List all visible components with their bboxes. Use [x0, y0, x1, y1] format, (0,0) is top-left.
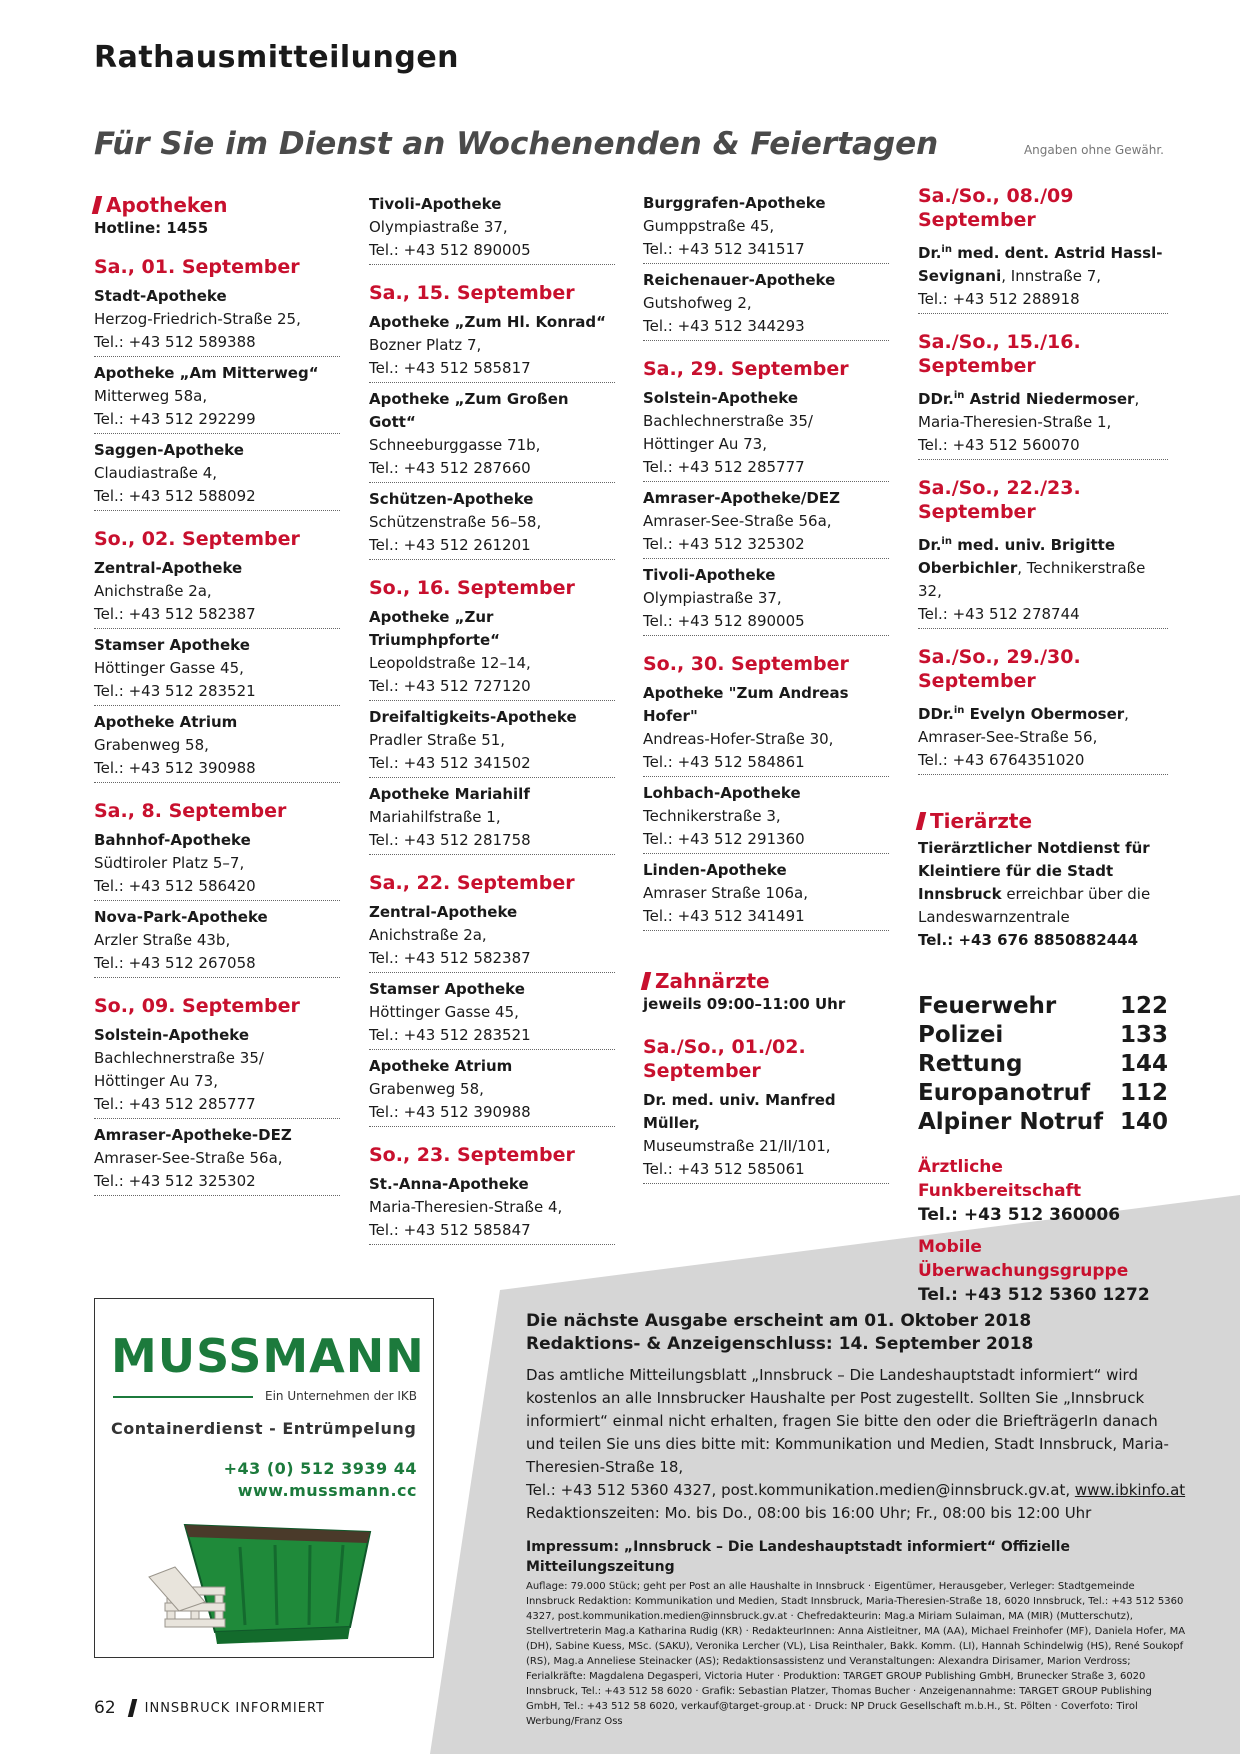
list-item — [369, 1055, 615, 1127]
mobile-unit-label: Mobile Überwachungsgruppe — [918, 1237, 1129, 1281]
entry-line: Olympiastraße 37, — [643, 589, 782, 607]
entry-line: Tel.: +43 512 341491 — [643, 907, 805, 925]
entry-line: Tel.: +43 512 582387 — [369, 949, 531, 967]
entry-line: Grabenweg 58, — [94, 736, 209, 754]
entry-name: Solstein-Apotheke — [643, 389, 798, 407]
entry-line: Amraser-See-Straße 56a, — [94, 1149, 283, 1167]
entry-line: Amraser Straße 106a, — [643, 884, 809, 902]
emergency-label: Feuerwehr — [918, 993, 1057, 1019]
ad-claim: Containerdienst - Entrümpelung — [111, 1419, 417, 1438]
doctor-title: DDr. — [918, 390, 954, 408]
entry-line: Herzog-Friedrich-Straße 25, — [94, 310, 301, 328]
entry-name: Schützen-Apotheke — [369, 490, 534, 508]
entry-line: Anichstraße 2a, — [369, 926, 487, 944]
ad-website: www.mussmann.cc — [237, 1481, 417, 1500]
pharmacy-continued-list — [369, 193, 615, 265]
entry-line: Tel.: +43 512 283521 — [94, 682, 256, 700]
emergency-label: Europanotruf — [918, 1080, 1091, 1106]
entry-line: Bachlechnerstraße 35/ — [643, 412, 813, 430]
list-item — [643, 1089, 889, 1184]
entry-line: Tel.: +43 512 585817 — [369, 359, 531, 377]
list-item — [94, 557, 340, 629]
entry-line: Mariahilfstraße 1, — [369, 808, 501, 826]
entry-line: Tel.: +43 512 341517 — [643, 240, 805, 258]
list-item — [643, 487, 889, 559]
entry-line: Tel.: +43 512 287660 — [369, 459, 531, 477]
entry-name: Apotheke „Zum Großen Gott“ — [369, 390, 569, 431]
entry-name: St.-Anna-Apotheke — [369, 1175, 529, 1193]
entry-name — [918, 699, 1168, 726]
entry-line: Höttinger Au 73, — [643, 435, 767, 453]
list-item — [369, 783, 615, 855]
pharmacy-day-list — [369, 281, 615, 1245]
entry-line: Tel.: +43 512 582387 — [94, 605, 256, 623]
list-item — [94, 711, 340, 783]
entry-address: , — [1124, 705, 1129, 723]
emergency-label: Alpiner Notruf — [918, 1109, 1104, 1135]
doctor-title: Dr. — [918, 244, 942, 262]
mobile-unit-phone: Tel.: +43 512 5360 1272 — [918, 1285, 1150, 1305]
entry-line: Tel.: +43 512 267058 — [94, 954, 256, 972]
entry-name: Stadt-Apotheke — [94, 287, 227, 305]
radio-standby-label: Ärztliche Funkbereitschaft — [918, 1157, 1082, 1201]
list-item — [369, 193, 615, 265]
list-item — [369, 706, 615, 778]
footer-mark-icon — [127, 1699, 136, 1717]
date-heading: So., 02. September — [94, 528, 300, 550]
entry-line: Tel.: +43 512 341502 — [369, 754, 531, 772]
title-suffix: in — [953, 705, 965, 716]
emergency-row — [918, 1079, 1168, 1108]
doctor-name: med. univ. Brigitte Oberbichler — [918, 536, 1115, 577]
entry-line: Maria-Theresien-Straße 1, — [918, 413, 1112, 431]
entry-line: Tel.: +43 512 585061 — [643, 1160, 805, 1178]
title-suffix: in — [941, 536, 952, 547]
entry-line: Claudiastraße 4, — [94, 464, 218, 482]
emergency-label: Polizei — [918, 1022, 1004, 1048]
entry-line: Amraser-See-Straße 56a, — [643, 512, 832, 530]
emergency-number: 140 — [1119, 1109, 1168, 1135]
entry-name — [918, 238, 1168, 288]
category-heading-vets: Tierärzte — [918, 809, 1168, 833]
next-issue-heading: Die nächste Ausgabe erscheint am 01. Oktober 2018 — [526, 1311, 1032, 1331]
entry-line: Bachlechnerstraße 35/ — [94, 1049, 264, 1067]
list-item — [643, 564, 889, 636]
website-link[interactable]: www.ibkinfo.at — [1074, 1481, 1186, 1499]
entry-name: Bahnhof-Apotheke — [94, 831, 251, 849]
entry-line: Höttinger Au 73, — [94, 1072, 218, 1090]
entry-name: Nova-Park-Apotheke — [94, 908, 268, 926]
section-title: Für Sie im Dienst an Wochenenden & Feiertagen — [94, 126, 939, 162]
entry-line: Südtiroler Platz 5–7, — [94, 854, 245, 872]
entry-line: Tel.: +43 512 560070 — [918, 436, 1080, 454]
page-title: Rathausmitteilungen — [94, 40, 460, 75]
emergency-number: 122 — [1119, 993, 1168, 1019]
list-item — [369, 978, 615, 1050]
pharmacy-hotline: Hotline: 1455 — [94, 219, 209, 237]
entry-line: Gumppstraße 45, — [643, 217, 775, 235]
list-item — [94, 362, 340, 434]
radio-standby-phone: Tel.: +43 512 360006 — [918, 1205, 1121, 1225]
title-suffix: in — [941, 244, 952, 255]
entry-line: Tel.: +43 512 390988 — [94, 759, 256, 777]
page-number: 62 — [94, 1698, 116, 1718]
doctor-title: Dr. — [918, 536, 942, 554]
date-heading: Sa., 29. September — [643, 358, 849, 380]
list-item — [918, 699, 1168, 775]
list-item — [369, 606, 615, 701]
list-item — [94, 906, 340, 978]
entry-line: Tel.: +43 512 890005 — [369, 241, 531, 259]
list-item — [918, 384, 1168, 460]
entry-line: Leopoldstraße 12–14, — [369, 654, 531, 672]
entry-address: , Innstraße 7, — [1001, 267, 1102, 285]
entry-line: Tel.: +43 512 291360 — [643, 830, 805, 848]
entry-line: Tel.: +43 512 261201 — [369, 536, 531, 554]
entry-name: Tivoli-Apotheke — [643, 566, 776, 584]
entry-line: Bozner Platz 7, — [369, 336, 482, 354]
entry-name: Amraser-Apotheke-DEZ — [94, 1126, 292, 1144]
entry-address: , Technikerstraße 32, — [918, 559, 1146, 600]
entry-line: Tel.: +43 512 586420 — [94, 877, 256, 895]
pharmacy-column-3 — [643, 192, 889, 1189]
title-suffix: in — [953, 390, 965, 401]
entry-line: Höttinger Gasse 45, — [369, 1003, 519, 1021]
list-item — [369, 488, 615, 560]
entry-address: , — [1134, 390, 1140, 408]
entry-name: Linden-Apotheke — [643, 861, 787, 879]
entry-line: Schützenstraße 56–58, — [369, 513, 542, 531]
list-item — [918, 530, 1168, 629]
entry-line: Tel.: +43 512 288918 — [918, 290, 1080, 308]
entry-line: Olympiastraße 37, — [369, 218, 508, 236]
entry-line: Grabenweg 58, — [369, 1080, 484, 1098]
date-heading: Sa./So., 22./23. September — [918, 477, 1081, 523]
entry-name: Reichenauer-Apotheke — [643, 271, 836, 289]
list-item — [94, 1124, 340, 1196]
category-heading-pharmacies: Apotheken — [94, 193, 340, 217]
entry-name: Apotheke Atrium — [369, 1057, 513, 1075]
imprint-text: Auflage: 79.000 Stück; geht per Post an alle Haushalte in Innsbruck · Eigentümer, Herausgeber, Verleger: Stadtgemeinde Innsbruck Redaktion: Kommunikation und Medien, Stadt Innsbruck, Maria-Theresien-Straße 18, 6020 Innsbruck, Tel.: +43 512 5360 4327, post.kommunikation.medien@innsbruck.gv.at · Chefredakteurin: Mag.a Miriam Sulaiman, MA (MIR) (Mutterschutz), Stellvertreterin Mag.a Katharina Rudig (KR) · RedakteurInnen: Anna Aistleitner, MA (AA), Michael Freinhofer (MF), Daniela Hofer, MA (DH), Sabine Kuess, MSc. (SAKU), Veronika Lercher (VL), Lisa Reinthaler, Bakk. Komm. (LI), Hannah Schindelwig (HS), René Soukopf (RS), Mag.a Anneliese Steinacker (AS); Redaktionsassistenz und Veranstaltungen: Alexandra Dirisamer, Marion Verdross; Ferialkräfte: Magdalena Degasperi, Victoria Huter · Produktion: TARGET GROUP Publishing GmbH, Brunecker Straße 3, 6020 Innsbruck, Tel.: +43 512 58 6020 · Grafik: Sebastian Platzer, Thomas Bucher · Anzeigenannahme: TARGET GROUP Publishing GmbH, Tel.: +43 512 58 6020, verkauf@target-group.at · Druck: NP Druck Gesellschaft m.b.H., St. Pölten · Coverfoto: Tirol Werbung/Franz Oss — [526, 1581, 1186, 1727]
ad-subline: Ein Unternehmen der IKB — [264, 1389, 417, 1403]
entry-line: Tel.: +43 512 584861 — [643, 753, 805, 771]
category-mark-icon — [916, 812, 926, 830]
entry-name: Apotheke "Zum Andreas Hofer" — [643, 684, 849, 725]
list-item — [643, 859, 889, 931]
list-item — [643, 782, 889, 854]
entry-line: Tel.: +43 512 325302 — [643, 535, 805, 553]
entry-line: Tel.: +43 512 585847 — [369, 1221, 531, 1239]
entry-line: Tel.: +43 512 281758 — [369, 831, 531, 849]
list-item — [94, 829, 340, 901]
entry-line: Arzler Straße 43b, — [94, 931, 231, 949]
emergency-numbers — [918, 992, 1168, 1137]
deadline-heading: Redaktions- & Anzeigenschluss: 14. September 2018 — [526, 1334, 1034, 1354]
entry-line: Tel.: +43 512 588092 — [94, 487, 256, 505]
doctor-name: med. dent. Astrid Hassl-Sevignani — [918, 244, 1163, 285]
entry-line: Tel.: +43 512 325302 — [94, 1172, 256, 1190]
dentist-day-list — [918, 184, 1168, 775]
date-heading: Sa./So., 01./02. September — [643, 1036, 806, 1082]
ad-phone: +43 (0) 512 3939 44 — [223, 1459, 417, 1478]
entry-name: Saggen-Apotheke — [94, 441, 244, 459]
pharmacy-day-list — [94, 255, 340, 1196]
entry-name: Burggrafen-Apotheke — [643, 194, 826, 212]
entry-name: Apotheke Mariahilf — [369, 785, 530, 803]
entry-line: Technikerstraße 3, — [643, 807, 781, 825]
emergency-row — [918, 1050, 1168, 1079]
list-item — [94, 1024, 340, 1119]
date-heading: Sa., 22. September — [369, 872, 575, 894]
entry-name: Apotheke Atrium — [94, 713, 238, 731]
doctor-name: Astrid Niedermoser — [964, 390, 1135, 408]
emergency-number: 144 — [1119, 1051, 1168, 1077]
entry-line: Höttinger Gasse 45, — [94, 659, 244, 677]
entry-line: Tel.: +43 512 285777 — [94, 1095, 256, 1113]
vets-phone: Tel.: +43 676 8850882444 — [918, 931, 1139, 949]
emergency-row — [918, 992, 1168, 1021]
entry-line: Tel.: +43 512 344293 — [643, 317, 805, 335]
vets-section — [918, 809, 1168, 952]
entry-name: Solstein-Apotheke — [94, 1026, 249, 1044]
entry-line: Tel.: +43 512 285777 — [643, 458, 805, 476]
emergency-number: 133 — [1119, 1022, 1168, 1048]
list-item — [643, 387, 889, 482]
date-heading: So., 30. September — [643, 653, 849, 675]
doctor-name: Evelyn Obermoser — [964, 705, 1125, 723]
list-item — [369, 901, 615, 973]
list-item — [94, 634, 340, 706]
entry-name: Apotheke „Am Mitterweg“ — [94, 364, 319, 382]
entry-name: Stamser Apotheke — [94, 636, 250, 654]
entry-name: Apotheke „Zum Hl. Konrad“ — [369, 313, 606, 331]
entry-name: Zentral-Apotheke — [94, 559, 243, 577]
category-heading-dentists: Zahnärzte — [643, 969, 889, 993]
publication-info — [526, 1310, 1186, 1729]
date-heading: Sa./So., 08./09 September — [918, 185, 1074, 231]
category-mark-icon — [641, 972, 651, 990]
entry-line: Gutshofweg 2, — [643, 294, 752, 312]
entry-name: Tivoli-Apotheke — [369, 195, 502, 213]
mussmann-logo: MUSSMANN — [111, 1329, 425, 1383]
publication-name: INNSBRUCK INFORMIERT — [144, 1700, 325, 1716]
entry-line: Mitterweg 58a, — [94, 387, 208, 405]
imprint-heading: Impressum: „Innsbruck – Die Landeshauptstadt informiert“ Offizielle Mitteilungszeitung — [526, 1539, 1070, 1575]
date-heading: Sa., 8. September — [94, 800, 287, 822]
dentists-section — [643, 969, 889, 1184]
entry-line: Tel.: +43 512 589388 — [94, 333, 256, 351]
entry-name: Zentral-Apotheke — [369, 903, 518, 921]
entry-line: Museumstraße 21/II/101, — [643, 1137, 831, 1155]
list-item — [643, 269, 889, 341]
entry-line: Tel.: +43 512 890005 — [643, 612, 805, 630]
dentists-weekend-column — [918, 184, 1168, 1307]
entry-name — [918, 384, 1168, 411]
vets-info: Tierärztlicher Notdienst für Kleintiere für die Stadt Innsbruck erreichbar über die Landeswarnzentrale — [918, 839, 1151, 926]
emergency-row — [918, 1021, 1168, 1050]
emergency-label: Rettung — [918, 1051, 1023, 1077]
entry-line: Tel.: +43 512 278744 — [918, 605, 1080, 623]
category-mark-icon — [92, 196, 102, 214]
entry-line: Tel.: +43 6764351020 — [918, 751, 1085, 769]
entry-line: Tel.: +43 512 283521 — [369, 1026, 531, 1044]
entry-name: Stamser Apotheke — [369, 980, 525, 998]
entry-name: Dreifaltigkeits-Apotheke — [369, 708, 577, 726]
list-item — [643, 682, 889, 777]
date-heading: Sa., 01. September — [94, 256, 300, 278]
list-item — [94, 285, 340, 357]
date-heading: So., 09. September — [94, 995, 300, 1017]
date-heading: Sa., 15. September — [369, 282, 575, 304]
date-heading: So., 16. September — [369, 577, 575, 599]
entry-line: Tel.: +43 512 727120 — [369, 677, 531, 695]
emergency-number: 112 — [1119, 1080, 1168, 1106]
pharmacy-day-list — [643, 357, 889, 931]
entry-name: Dr. med. univ. Manfred Müller, — [643, 1091, 836, 1132]
entry-line: Pradler Straße 51, — [369, 731, 506, 749]
list-item — [918, 238, 1168, 314]
date-heading: Sa./So., 29./30. September — [918, 646, 1081, 692]
disclaimer: Angaben ohne Gewähr. — [1023, 143, 1164, 157]
entry-line: Tel.: +43 512 292299 — [94, 410, 256, 428]
entry-line: Schneeburggasse 71b, — [369, 436, 541, 454]
entry-name — [918, 530, 1168, 603]
publication-body: Das amtliche Mitteilungsblatt „Innsbruck – Die Landeshauptstadt informiert“ wird kostenlos an alle Innsbrucker Haushalte per Post zugestellt. Sollten Sie „Innsbruck informiert“ einmal nicht erhalten, fragen Sie bitte den oder die BriefträgerIn danach und teilen Sie uns dies bitte mit: Kommunikation und Medien, Stadt Innsbruck, Maria-Theresien-Straße 18, Tel.: +43 512 5360 4327, post.kommunikation.medien@innsbruck.gv.at, www.ibkinfo.at Redaktionszeiten: Mo. bis Do., 08:00 bis 16:00 Uhr; Fr., 08:00 bis 12:00 Uhr — [526, 1366, 1186, 1522]
pharmacy-column-1 — [94, 193, 340, 1201]
entry-name: Amraser-Apotheke/DEZ — [643, 489, 840, 507]
logo-underline — [113, 1396, 253, 1398]
entry-line: Anichstraße 2a, — [94, 582, 212, 600]
doctor-title: DDr. — [918, 705, 954, 723]
entry-line: Amraser-See-Straße 56, — [918, 728, 1098, 746]
list-item — [369, 1173, 615, 1245]
pharmacy-column-2 — [369, 193, 615, 1250]
date-heading: So., 23. September — [369, 1144, 575, 1166]
list-item — [369, 388, 615, 483]
entry-line: Maria-Theresien-Straße 4, — [369, 1198, 563, 1216]
list-item — [643, 192, 889, 264]
date-heading: Sa./So., 15./16. September — [918, 331, 1081, 377]
list-item — [369, 311, 615, 383]
emergency-row — [918, 1108, 1168, 1137]
pharmacy-continued-list — [643, 192, 889, 341]
entry-line: Tel.: +43 512 390988 — [369, 1103, 531, 1121]
dentists-hours: jeweils 09:00–11:00 Uhr — [643, 995, 846, 1013]
list-item — [94, 439, 340, 511]
entry-line: Andreas-Hofer-Straße 30, — [643, 730, 834, 748]
entry-name: Apotheke „Zur Triumphpforte“ — [369, 608, 501, 649]
entry-name: Lohbach-Apotheke — [643, 784, 801, 802]
container-icon — [145, 1507, 385, 1652]
page-footer — [94, 1698, 325, 1718]
mussmann-advertisement — [94, 1298, 434, 1658]
